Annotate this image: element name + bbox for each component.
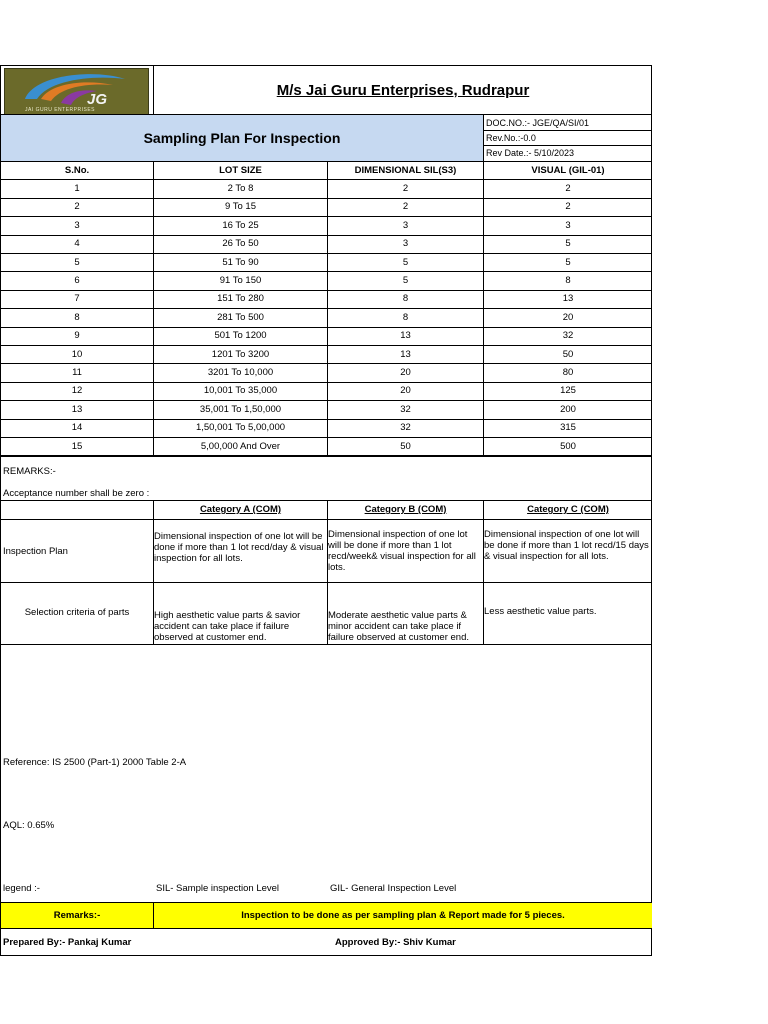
table-row-line [1, 253, 651, 254]
inspection-plan-category-b: Dimensional inspection of one lot will be done if more than 1 lot recd/week& visual inspection for all lots. [328, 529, 476, 573]
selection-category-a: High aesthetic value parts & savior accident can take place if failure observed at customer end. [154, 610, 301, 643]
footer-remarks-text: Inspection to be done as per sampling plan & Report made for 5 pieces. [241, 910, 565, 921]
revision-date: Rev Date.:- 5/10/2023 [486, 147, 575, 158]
table-row-line [1, 198, 651, 199]
table-cell: 5 [565, 238, 571, 250]
table-cell: 51 To 90 [222, 256, 259, 268]
table-cell: 2 [402, 183, 409, 195]
table-column-line [483, 161, 484, 455]
table-row-line [1, 271, 651, 272]
table-row-line [1, 290, 651, 291]
table-cell: 12 [71, 385, 83, 397]
table-cell: 151 To 280 [217, 293, 264, 305]
table-cell: 5 [402, 275, 409, 287]
table-cell: 2 To 8 [227, 183, 254, 195]
table-cell: 20 [562, 311, 574, 323]
divider-line [1, 902, 651, 903]
table-cell: 80 [562, 367, 574, 379]
table-cell: 11 [72, 367, 82, 379]
inspection-plan-category-a: Dimensional inspection of one lot will be done if more than 1 lot recd/day & visual inspection for all lots. [154, 531, 324, 564]
table-cell: 35,001 To 1,50,000 [199, 403, 282, 415]
category-c-header: Category C (COM) [527, 504, 609, 515]
table-cell: 200 [560, 403, 576, 415]
prepared-by: Prepared By:- Pankaj Kumar [3, 936, 132, 948]
table-cell: 1,50,001 To 5,00,000 [195, 422, 286, 434]
table-cell: 4 [74, 238, 80, 250]
table-header-cell: DIMENSIONAL SIL(S3) [354, 164, 457, 176]
table-cell: 91 To 150 [219, 275, 262, 287]
table-header-cell: S.No. [64, 164, 90, 176]
divider-line [1, 114, 651, 115]
table-cell: 2 [74, 201, 80, 213]
table-cell: 5 [565, 256, 571, 268]
table-row-line [1, 235, 651, 236]
table-cell: 5,00,000 And Over [200, 440, 281, 452]
table-cell: 8 [402, 293, 409, 305]
table-cell: 500 [560, 440, 576, 452]
table-cell: 13 [562, 293, 574, 305]
table-row-line [1, 216, 651, 217]
table-cell: 13 [71, 403, 83, 415]
table-cell: 13 [400, 330, 411, 342]
table-cell: 7 [74, 293, 80, 305]
table-cell: 10,001 To 35,000 [203, 385, 278, 397]
divider-line [484, 130, 652, 131]
divider-line [1, 519, 651, 520]
logo-initials: JG [87, 91, 108, 108]
table-row-line [1, 327, 651, 328]
table-cell: 3 [74, 219, 80, 231]
sampling-plan-sheet [0, 65, 652, 956]
table-cell: 8 [565, 275, 571, 287]
divider-line [153, 66, 154, 114]
table-cell: 26 To 50 [222, 238, 259, 250]
revision-number: Rev.No.:-0.0 [486, 132, 536, 143]
table-cell: 8 [74, 311, 80, 323]
table-cell: 315 [560, 422, 576, 434]
table-cell: 3201 To 10,000 [207, 367, 274, 379]
table-cell: 9 [74, 330, 80, 342]
acceptance-note: Acceptance number shall be zero : [3, 487, 150, 499]
table-row-line [1, 437, 651, 438]
table-cell: 2 [565, 183, 571, 195]
table-cell: 1201 To 3200 [211, 348, 270, 360]
divider-line [1, 500, 651, 501]
table-cell: 2 [565, 201, 571, 213]
selection-criteria-label: Selection criteria of parts [24, 606, 130, 618]
aql-value: AQL: 0.65% [3, 819, 55, 831]
remarks-label: REMARKS:- [3, 465, 56, 477]
divider-line [1, 161, 651, 162]
table-cell: 13 [400, 348, 411, 360]
divider-line [1, 456, 651, 457]
divider-line [1, 582, 651, 583]
inspection-plan-label: Inspection Plan [3, 545, 68, 557]
document-title: Sampling Plan For Inspection [143, 130, 341, 146]
table-cell: 10 [71, 348, 83, 360]
table-cell: 9 To 15 [225, 201, 256, 213]
inspection-plan-category-c: Dimensional inspection of one lot will be done if more than 1 lot recd/15 days & visual inspection for all lots. [484, 529, 649, 562]
table-cell: 14 [71, 422, 83, 434]
table-cell: 8 [402, 311, 409, 323]
divider-line [153, 902, 154, 928]
table-cell: 15 [71, 440, 83, 452]
table-cell: 3 [565, 219, 571, 231]
table-row-line [1, 308, 651, 309]
table-column-line [153, 161, 154, 455]
table-row-line [1, 179, 651, 180]
table-cell: 1 [74, 183, 80, 195]
divider-line [327, 500, 328, 644]
table-cell: 32 [400, 422, 411, 434]
category-b-header: Category B (COM) [364, 504, 447, 515]
legend-label: legend :- [3, 882, 40, 894]
divider-line [1, 928, 651, 929]
table-cell: 5 [402, 256, 409, 268]
table-cell: 20 [400, 367, 411, 379]
legend-gil: GIL- General Inspection Level [330, 882, 457, 894]
logo-text: JAI GURU ENTERPRISES [25, 107, 96, 113]
table-cell: 2 [402, 201, 409, 213]
table-cell: 501 To 1200 [214, 330, 267, 342]
divider-line [153, 500, 154, 644]
table-cell: 5 [74, 256, 80, 268]
selection-category-c: Less aesthetic value parts. [484, 606, 597, 617]
table-row-line [1, 419, 651, 420]
selection-category-b: Moderate aesthetic value parts & minor accident can take place if failure observed at customer end. [328, 610, 469, 643]
reference-note: Reference: IS 2500 (Part-1) 2000 Table 2-A [3, 756, 187, 768]
table-header-cell: LOT SIZE [219, 164, 262, 176]
table-cell: 50 [400, 440, 411, 452]
approved-by: Approved By:- Shiv Kumar [335, 936, 456, 948]
table-cell: 20 [400, 385, 411, 397]
legend-sil: SIL- Sample inspection Level [156, 882, 280, 894]
table-cell: 281 To 500 [217, 311, 264, 323]
divider-line [484, 145, 652, 146]
company-title: M/s Jai Guru Enterprises, Rudrapur [276, 81, 530, 99]
table-cell: 16 To 25 [222, 219, 259, 231]
table-cell: 50 [562, 348, 574, 360]
table-cell: 32 [562, 330, 574, 342]
category-a-header: Category A (COM) [199, 504, 282, 515]
company-logo [4, 68, 149, 116]
table-header-cell: VISUAL (GIL-01) [531, 164, 605, 176]
divider-line [1, 644, 651, 645]
doc-number: DOC.NO.:- JGE/QA/SI/01 [486, 117, 590, 128]
table-cell: 32 [400, 403, 411, 415]
table-row-line [1, 400, 651, 401]
table-cell: 3 [402, 238, 409, 250]
divider-line [483, 114, 484, 161]
table-row-line [1, 382, 651, 383]
table-cell: 6 [74, 275, 80, 287]
footer-remarks-label: Remarks:- [53, 910, 101, 921]
table-row-line [1, 345, 651, 346]
table-cell: 125 [560, 385, 576, 397]
table-cell: 3 [402, 219, 409, 231]
table-column-line [327, 161, 328, 455]
divider-line [483, 500, 484, 644]
table-row-line [1, 363, 651, 364]
